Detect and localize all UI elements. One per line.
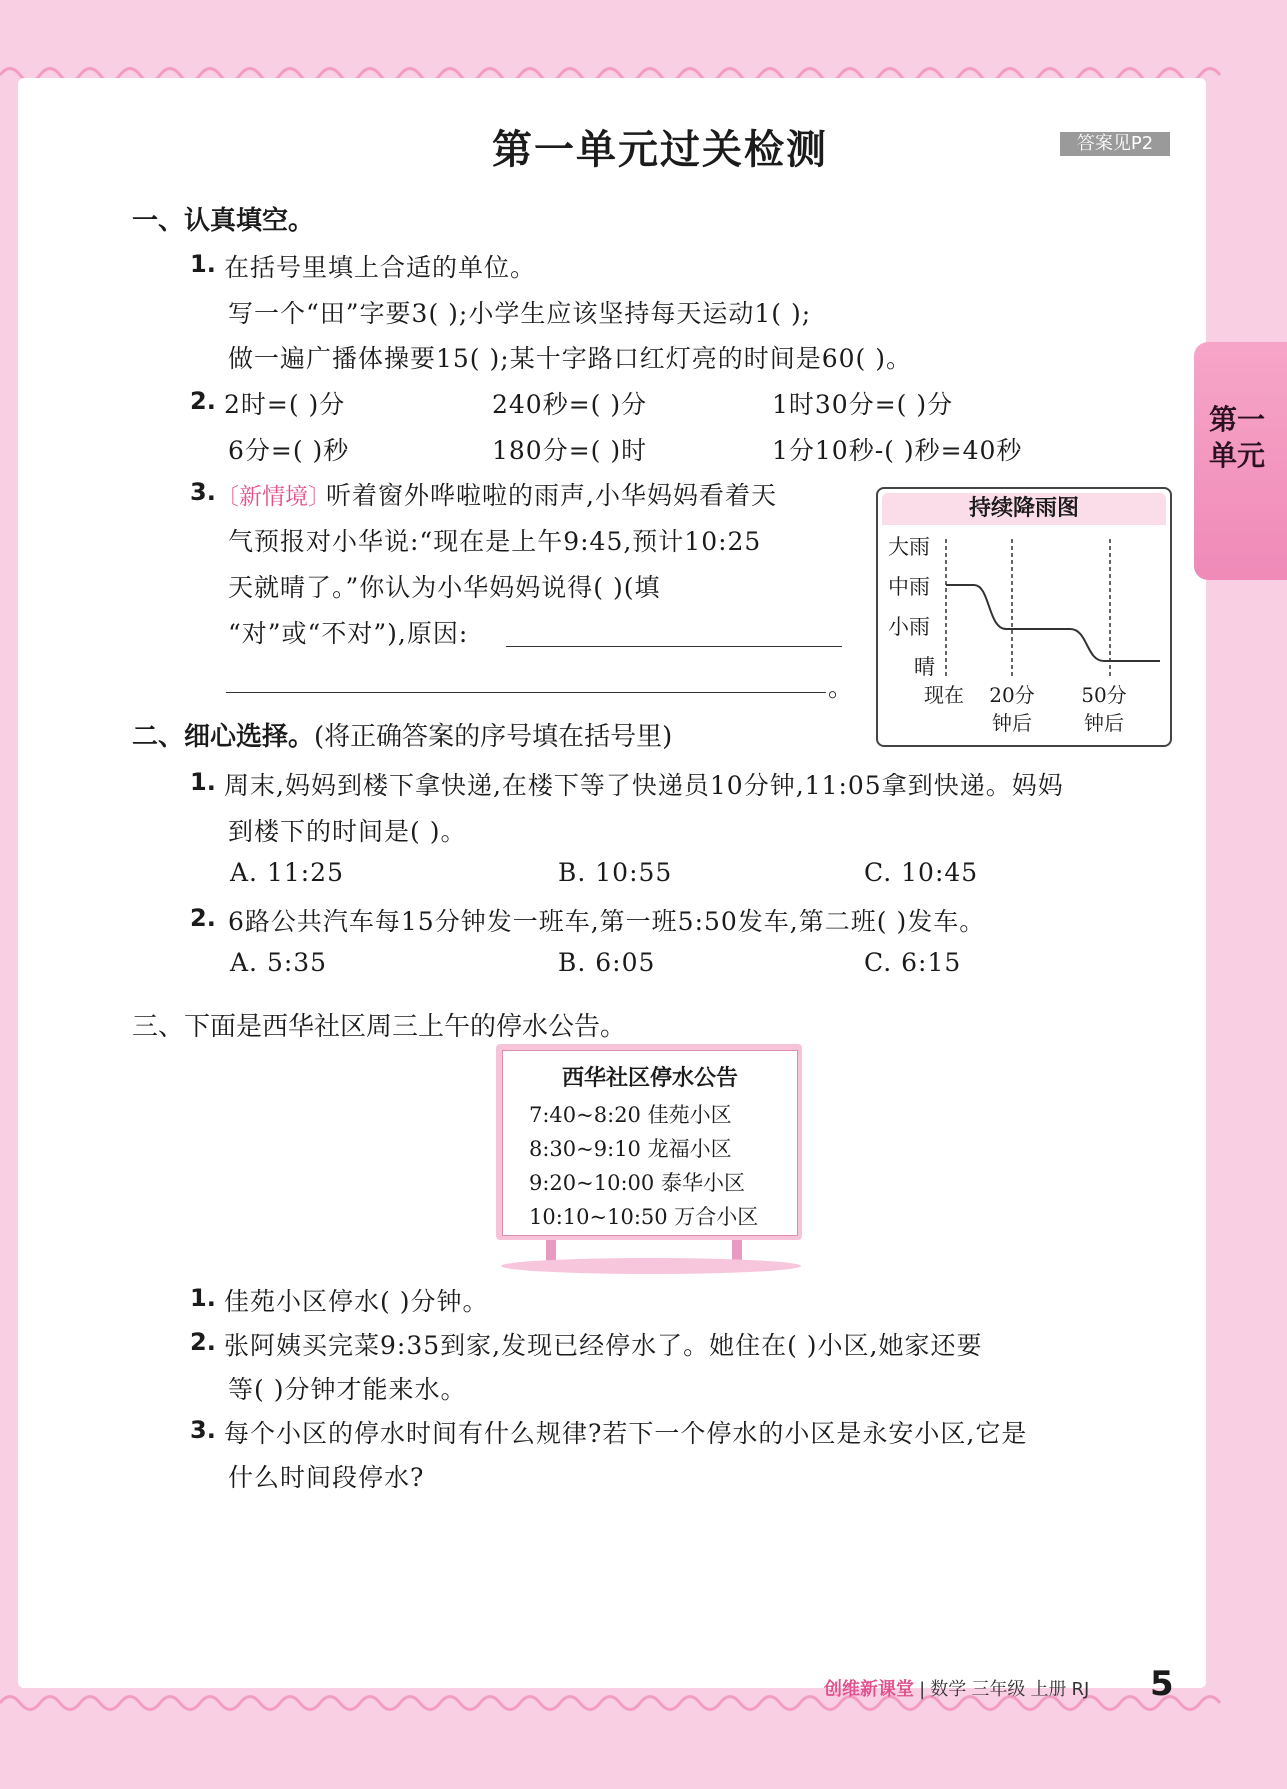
s1-q1-stem: 在括号里填上合适的单位。 [224, 253, 537, 282]
footer-edition: RJ [1071, 1679, 1090, 1700]
s1-q3-line2: 气预报对小华说:“现在是上午9:45,预计10:25 [228, 527, 762, 556]
s1-q3-number: 3. [190, 478, 216, 506]
s1-q1-line2: 做一遍广播体操要15( );某十字路口红灯亮的时间是60( )。 [228, 344, 912, 373]
s1-q3-end: 。 [828, 673, 855, 702]
chart-title: 持续降雨图 [882, 493, 1166, 525]
s3-q2-line2: 等( )分钟才能来水。 [228, 1375, 467, 1404]
s1-q2-r1c2: 240秒=( )分 [492, 390, 648, 419]
notice-panel [502, 1050, 798, 1236]
s3-q3-line1: 每个小区的停水时间有什么规律?若下一个停水的小区是永安小区,它是 [224, 1419, 1028, 1448]
section1-heading: 一、认真填空。 [132, 206, 315, 236]
s1-q2-r1c3: 1时30分=( )分 [772, 390, 954, 419]
s2-q1-line1: 周末,妈妈到楼下拿快递,在楼下等了快递员10分钟,11:05拿到快递。妈妈 [224, 771, 1064, 800]
stand-leg-left [546, 1240, 556, 1262]
footer [824, 1675, 1089, 1701]
footer-divider: | [919, 1679, 926, 1700]
s2-q1-line2: 到楼下的时间是( )。 [228, 817, 467, 846]
s2-q2-line1: 6路公共汽车每15分钟发一班车,第一班5:50发车,第二班( )发车。 [228, 907, 986, 936]
new-context-tag: 〔新情境〕 [216, 484, 331, 510]
x-label-20min-b: 钟后 [992, 711, 1032, 735]
s3-q3-number: 3. [190, 1416, 216, 1444]
section2-heading [132, 716, 672, 753]
s2-q1-option-c: C. 10:45 [864, 858, 979, 887]
notice-stand-grass [496, 1240, 806, 1276]
s2-q2-option-b: B. 6:05 [558, 948, 656, 977]
footer-brand: 创维新课堂 [824, 1679, 914, 1700]
s3-q1-text: 佳苑小区停水( )分钟。 [224, 1287, 489, 1316]
rain-chart [876, 487, 1172, 747]
s3-q2-number: 2. [190, 1328, 216, 1356]
section3-heading: 三、下面是西华社区周三上午的停水公告。 [132, 1012, 627, 1042]
footer-subject: 数学 [930, 1679, 967, 1700]
rain-series-line [946, 585, 1160, 661]
page-number: 5 [1150, 1664, 1174, 1704]
footer-grade: 三年级 [971, 1679, 1026, 1700]
answer-line-1 [506, 646, 842, 647]
footer-volume: 上册 [1030, 1679, 1067, 1700]
grass-base [501, 1258, 801, 1274]
s3-q1-number: 1. [190, 1284, 216, 1312]
x-label-20min-a: 20分 [989, 683, 1035, 707]
s2-q1-option-b: B. 10:55 [558, 858, 673, 887]
stand-leg-right [732, 1240, 742, 1262]
s1-q2-r2c3: 1分10秒-( )秒=40秒 [772, 436, 1023, 465]
unit-side-tab [1194, 342, 1287, 580]
notice-row-3: 9:20~10:00 泰华小区 [529, 1171, 745, 1195]
s3-q2-line1: 张阿姨买完菜9:35到家,发现已经停水了。她住在( )小区,她家还要 [224, 1331, 983, 1360]
notice-row-1: 7:40~8:20 佳苑小区 [529, 1103, 732, 1127]
water-notice-board [496, 1044, 802, 1240]
x-label-now: 现在 [924, 683, 964, 707]
s1-q2-r1c1: 2时=( )分 [224, 390, 346, 419]
s2-q2-number: 2. [190, 904, 216, 932]
s2-q2-option-c: C. 6:15 [864, 948, 962, 977]
s1-q1-line1: 写一个“田”字要3( );小学生应该坚持每天运动1( ); [228, 299, 812, 328]
s1-q3-line3: 天就晴了。”你认为小华妈妈说得( )(填 [228, 573, 661, 602]
y-label-light-rain: 小雨 [888, 615, 930, 639]
s2-q1-option-a: A. 11:25 [230, 858, 344, 887]
notice-row-4: 10:10~10:50 万合小区 [529, 1205, 759, 1229]
notice-row-2: 8:30~9:10 龙福小区 [529, 1137, 732, 1161]
section2-heading-text: 二、细心选择。 [132, 722, 315, 752]
s1-q3-line4: “对”或“不对”),原因: [228, 619, 469, 648]
section2-heading-note: (将正确答案的序号填在括号里) [314, 722, 673, 752]
s1-q2-number: 2. [190, 387, 216, 415]
y-label-heavy-rain: 大雨 [888, 535, 930, 559]
s2-q1-number: 1. [190, 768, 216, 796]
s1-q2-r2c2: 180分=( )时 [492, 436, 648, 465]
y-label-sunny: 晴 [914, 655, 935, 679]
answer-line-2 [226, 692, 826, 693]
notice-title: 西华社区停水公告 [561, 1066, 738, 1091]
page-title: 第一单元过关检测 [492, 127, 828, 173]
answer-reference-badge: 答案见P2 [1060, 132, 1170, 156]
s1-q1-number: 1. [190, 250, 216, 278]
s1-q3-line1: 听着窗外哗啦啦的雨声,小华妈妈看着天 [326, 481, 777, 510]
s2-q2-option-a: A. 5:35 [230, 948, 328, 977]
s3-q3-line2: 什么时间段停水? [228, 1463, 425, 1492]
x-label-50min-a: 50分 [1081, 683, 1127, 707]
x-label-50min-b: 钟后 [1084, 711, 1124, 735]
s1-q2-r2c1: 6分=( )秒 [228, 436, 350, 465]
bottom-wave-border [0, 1690, 1287, 1716]
unit-side-tab-label: 第一单元 [1208, 403, 1265, 472]
y-label-moderate-rain: 中雨 [888, 575, 930, 599]
